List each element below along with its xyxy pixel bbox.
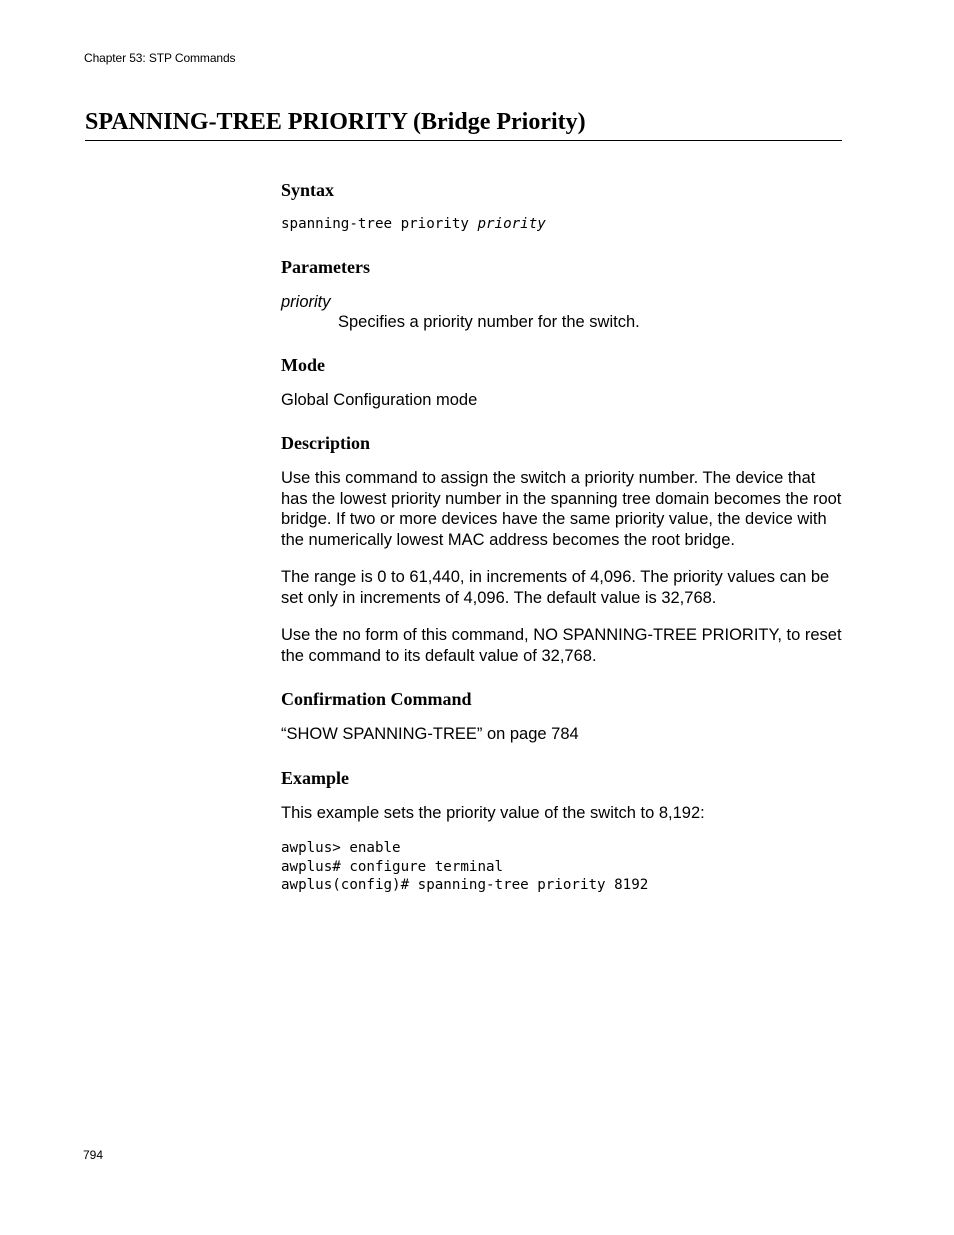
parameter-list xyxy=(281,292,846,332)
syntax-heading: Syntax xyxy=(281,180,335,200)
description-paragraph: Use this command to assign the switch a priority number. The device that has the lowest priority number in the spanning tree domain becomes the root bridge. If two or more devices have the same priority value, the device with the numerically lowest MAC address becomes the root bridge. xyxy=(281,469,842,549)
running-header: Chapter 53: STP Commands xyxy=(84,51,236,65)
syntax-argument: priority xyxy=(477,216,546,232)
confirmation-heading: Confirmation Command xyxy=(281,689,472,709)
syntax-line xyxy=(281,215,846,234)
mode-heading: Mode xyxy=(281,354,325,375)
example-code-block xyxy=(281,839,846,895)
parameter-name: priority xyxy=(281,292,331,311)
description-paragraph: Use the no form of this command, NO SPANNING-TREE PRIORITY, to reset the command to its default value of 32,768. xyxy=(281,626,842,665)
example-intro: This example sets the priority value of the switch to 8,192: xyxy=(281,803,705,822)
mode-text: Global Configuration mode xyxy=(281,390,478,409)
syntax-command: spanning-tree priority xyxy=(281,216,478,232)
code-line: awplus# configure terminal xyxy=(281,858,504,875)
description-heading: Description xyxy=(281,433,370,453)
code-line: awplus> enable xyxy=(281,840,401,856)
parameter-description: Specifies a priority number for the switch. xyxy=(338,312,640,331)
page-number: 794 xyxy=(83,1148,104,1162)
confirmation-link[interactable]: “SHOW SPANNING-TREE” on page 784 xyxy=(281,725,579,743)
page-title: SPANNING-TREE PRIORITY (Bridge Priority) xyxy=(85,106,842,141)
example-heading: Example xyxy=(281,767,350,788)
code-line: awplus(config)# spanning-tree priority 8192 xyxy=(281,877,649,893)
description-paragraph: The range is 0 to 61,440, in increments of 4,096. The priority values can be set only in increments of 4,096. The default value is 32,768. xyxy=(281,568,830,607)
parameters-heading: Parameters xyxy=(281,256,370,277)
content-body xyxy=(281,178,846,895)
